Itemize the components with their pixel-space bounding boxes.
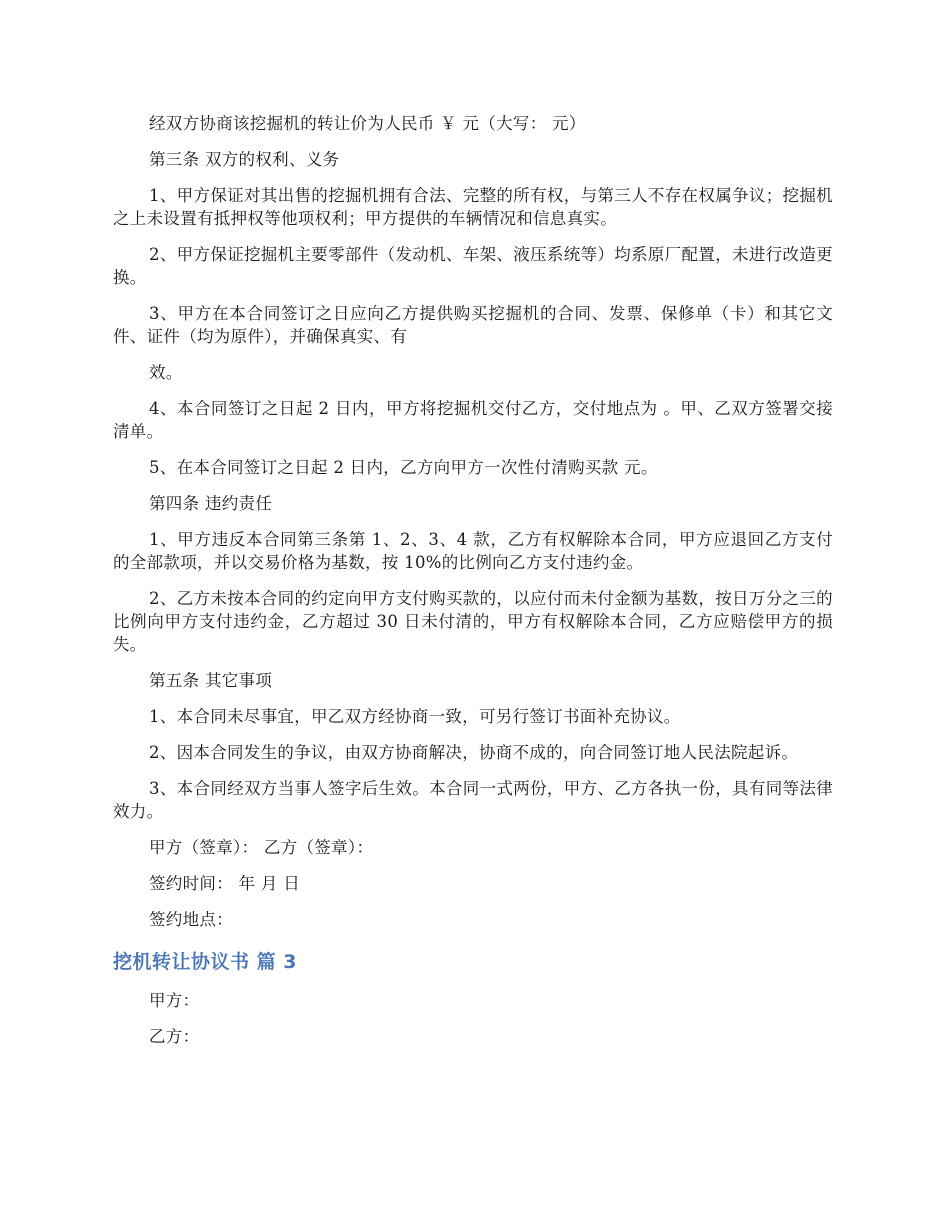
article-four-title: 第四条 违约责任 <box>149 494 273 513</box>
section-heading: 挖机转让协议书 篇 3 <box>113 951 297 973</box>
article-five-item-1: 1、本合同未尽事宜，甲乙双方经协商一致，可另行签订书面补充协议。 <box>149 707 681 726</box>
document-page <box>113 112 833 1061</box>
article-three-item-3-continued: 效。 <box>149 363 183 382</box>
price-clause: 经双方协商该挖掘机的转让价为人民币 ￥ 元（大写： 元） <box>149 114 586 133</box>
article-three-item-5: 5、在本合同签订之日起 2 日内，乙方向甲方一次性付清购买款 元。 <box>149 458 658 477</box>
article-three-title: 第三条 双方的权利、义务 <box>149 150 340 169</box>
article-four-item-1: 1、甲方违反本合同第三条第 1、2、3、4 款，乙方有权解除本合同，甲方应退回乙方支付的全部款项，并以交易价格为基数，按 10%的比例向乙方支付违约金。 <box>113 530 833 572</box>
signature-line: 甲方（签章）： 乙方（签章）： <box>149 838 374 857</box>
article-three-item-2: 2、甲方保证挖掘机主要零部件（发动机、车架、液压系统等）均系原厂配置，未进行改造更换。 <box>113 245 833 287</box>
article-five-title: 第五条 其它事项 <box>149 671 273 690</box>
article-three-item-1: 1、甲方保证对其出售的挖掘机拥有合法、完整的所有权，与第三人不存在权属争议；挖掘机之上未设置有抵押权等他项权利；甲方提供的车辆情况和信息真实。 <box>113 186 833 228</box>
signing-date: 签约时间： 年 月 日 <box>149 874 301 893</box>
party-a-line: 甲方： <box>149 991 200 1010</box>
article-five-item-2: 2、因本合同发生的争议，由双方协商解决，协商不成的，向合同签订地人民法院起诉。 <box>149 743 799 762</box>
party-b-line: 乙方： <box>149 1027 200 1046</box>
article-three-item-3: 3、甲方在本合同签订之日应向乙方提供购买挖掘机的合同、发票、保修单（卡）和其它文件、证件（均为原件），并确保真实、有 <box>113 304 833 346</box>
article-five-item-3: 3、本合同经双方当事人签字后生效。本合同一式两份，甲方、乙方各执一份，具有同等法律效力。 <box>113 779 833 821</box>
article-three-item-4: 4、本合同签订之日起 2 日内，甲方将挖掘机交付乙方，交付地点为 。甲、乙双方签署交接清单。 <box>113 399 833 441</box>
article-four-item-2: 2、乙方未按本合同的约定向甲方支付购买款的，以应付而未付金额为基数，按日万分之三的比例向甲方支付违约金，乙方超过 30 日未付清的，甲方有权解除本合同，乙方应赔偿甲方的损失。 <box>113 589 833 654</box>
signing-place: 签约地点： <box>149 910 233 929</box>
